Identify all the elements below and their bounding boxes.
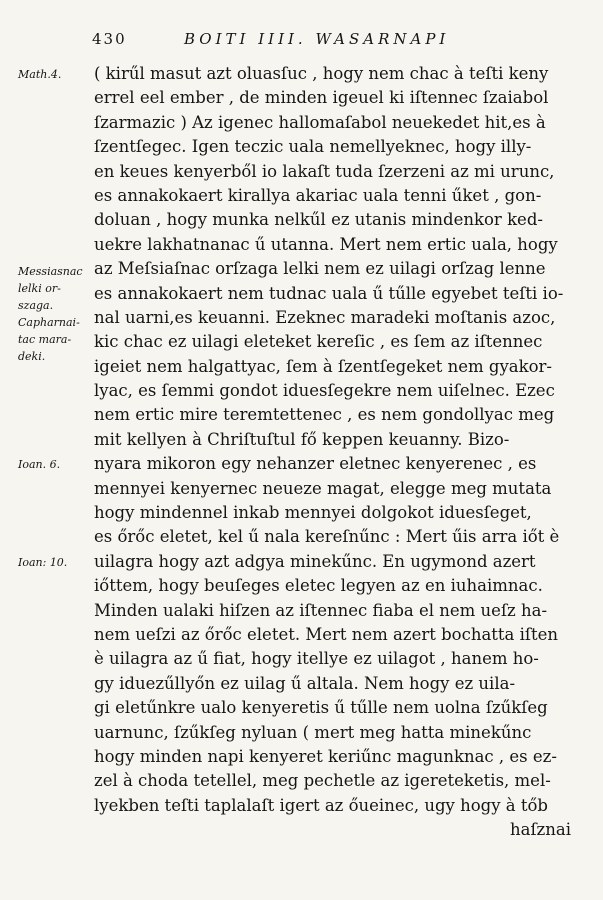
text-line: Minden ualaki hiſzen az iſtennec fiaba el nem ueſz ha- [94,600,548,620]
body-text [94,62,579,843]
text-line: ( kirűl masut azt oluasſuc , hogy nem chac à teſti keny [94,64,549,83]
text-line: es őrőc eletet, kel ű nala kereſnűnc : Mert űis arra iőt è [94,527,560,547]
text-line: hogy minden napi kenyeret keriűnc magunknac , es ez- [94,746,557,766]
text-line: zel à choda tetellel, meg pechetle az igereteketis, mel- [94,771,551,791]
catchword: haſznai [509,820,571,840]
text-line: es annakokaert kirallya akariac uala tenni űket , gon- [94,185,542,205]
margin-note-line: lelki or- [18,282,61,295]
page-number: 430 [92,30,127,48]
margin-note-ioan6 [18,456,94,473]
text-line: doluan , hogy munka nelkűl ez utanis mindenkor ked- [94,210,543,230]
margin-note-messias [18,263,94,365]
text-line: nal uarni,es keuanni. Ezeknec maradeki moſtanis azoc, [94,307,556,327]
text-line: gy iduezűllyőn ez uilag ű altala. Nem hogy ez uila- [94,673,516,693]
text-line: nyara mikoron egy nehanzer eletnec kenyerenec , es [94,454,537,474]
text-line: nem ertic mire teremtettenec , es nem gondollyac meg [94,405,555,425]
margin-note-line: Ioan: 10. [18,556,68,569]
text-line: uilagra hogy azt adgya minekűnc. En ugymond azert [94,551,536,571]
text-line: errel eel ember , de minden igeuel ki iſtennec ſzaiabol [94,88,549,108]
margin-note-line: Capharnai- [18,316,80,329]
text-line: igeiet nem halgattyac, ſem à ſzentſegeket nem gyakor- [94,356,552,376]
text-line: uekre lakhatnanac ű utanna. Mert nem ertic uala, hogy [94,234,558,254]
text-line: mit kellyen à Chriſtuſtul fő keppen keuanny. Bizo- [94,429,510,449]
text-line: gi eletűnkre ualo kenyeretis ű tűlle nem uolna ſzűkſeg [94,698,548,718]
text-line: lyekben teſti taplalaſt igert az őueinec, ugy hogy à tőb [94,795,548,815]
text-line: es annakokaert nem tudnac uala ű tűlle egyebet teſti io- [94,283,564,303]
margin-note-line: Messiasnac [18,265,83,278]
text-line: lyac, es ſemmi gondot iduesſegekre nem uiſelnec. Ezec [94,381,555,401]
text-line: uarnunc, ſzűkſeg nyluan ( mert meg hatta minekűnc [94,722,532,742]
text-line: è uilagra az ű fiat, hogy itellye ez uilagot , hanem ho- [94,649,539,669]
text-line: ſzarmazic ) Az igenec hallomaſabol neuekedet hit,es à [94,112,546,132]
text-line: ſzentſegec. Igen teczic uala nemellyeknec, hogy illy- [94,137,532,157]
margin-note-ioan10 [18,554,94,571]
text-line: mennyei kenyernec neueze magat, elegge meg mutata [94,478,552,498]
margin-note-line: Math.4. [18,68,62,81]
text-line: az Meſsiaſnac orſzaga lelki nem ez uilagi orſzag lenne [94,259,546,279]
text-line: kic chac ez uilagi eleteket kereſic , es ſem az iſtennec [94,332,543,352]
text-line: nem ueſzi az őrőc eletet. Mert nem azert bochatta iſten [94,624,559,644]
margin-note-line: szaga. [18,299,54,312]
margin-note-line: tac mara- [18,333,72,346]
text-line: en keues kenyerből io lakaſt tuda ſzerzeni az mi urunc, [94,161,555,181]
page-header [92,30,592,54]
margin-note-line: Ioan. 6. [18,458,61,471]
text-line: iőttem, hogy beuſeges eletec legyen az en iuhaimnac. [94,576,543,596]
margin-note-math [18,66,94,83]
margin-note-line: deki. [18,350,46,363]
running-title: BOITI IIII. WASARNAPI [184,30,450,48]
text-line: hogy mindennel inkab mennyei dolgokot iduesſeget, [94,503,532,523]
